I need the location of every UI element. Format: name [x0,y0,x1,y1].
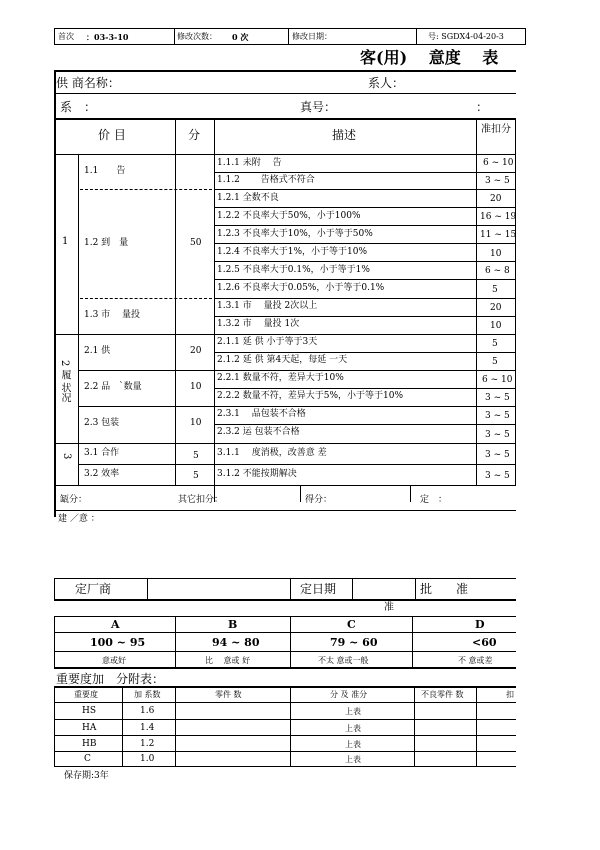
category-label: 2.3 包装 [84,418,120,428]
importance-coef: 1.2 [140,739,155,749]
approval-approve-label: 批 准 [420,582,469,596]
deduct-value: 6 ~ 8 [485,266,510,276]
supplier-label: 供 商名称： [56,76,120,90]
category-score: 50 [190,238,202,248]
grade-letter: A [111,618,120,631]
importance-std: 上表 [345,707,361,716]
doc-number: 号: SGDX4-04-20-3 [428,32,504,41]
deduct-value: 3 ~ 5 [485,393,510,403]
criteria-row: 2.1.1 延 供 小于等于3天 [217,337,318,347]
deduct-value: 3 ~ 5 [485,450,510,460]
contact-label: 系人： [368,76,405,90]
category-label: 1.3 市 量投 [84,310,141,320]
importance-std: 上表 [345,755,361,764]
criteria-row: 1.1.2 告格式不符合 [217,175,315,185]
criteria-row: 3.1.2 不能按期解决 [217,469,297,479]
importance-coef: 1.0 [140,754,155,764]
deduct-value: 3 ~ 5 [485,176,510,186]
importance-col-header: 扣 [506,690,514,699]
importance-coef: 1.4 [140,723,155,733]
section-1-label: 1 [62,236,69,247]
fax-colon: ： [476,100,489,114]
deduct-value: 10 [490,321,502,331]
section-3-label: 3 [61,453,72,460]
deduct-value: 10 [490,249,502,259]
importance-level: HB [82,739,97,749]
approval-vendor-label: 定厂商 [75,582,112,596]
importance-col-header: 不良零件 数 [421,690,464,699]
rev-date-label: 修改日期： [292,32,332,41]
deduct-value: 6 ~ 10 [483,158,514,168]
criteria-row: 3.1.1 度消极，改善意 差 [217,448,327,458]
section-2-label: 2 履 状况 [59,360,70,403]
criteria-row: 1.2.6 不良率大于0.05%，小于等于0.1% [217,283,385,293]
col-desc-header: 描述 [332,128,357,142]
version-value: ：03-3-10 [86,32,129,42]
grade-meaning: 不太 意或一般 [318,656,369,665]
category-score: 20 [190,346,202,356]
category-score: 10 [190,382,202,392]
grade-range: <60 [472,636,497,649]
page-title: 客(用) 意度 表 [360,48,499,67]
category-score: 5 [193,471,199,481]
criteria-row: 1.1.1 未附 告 [217,158,282,168]
rev-count-label: 修改次数： [177,32,217,41]
standard-label: 准 [384,602,394,613]
importance-col-header: 加 系数 [134,690,161,699]
importance-level: HS [82,706,97,716]
importance-col-header: 分 及 准分 [330,690,368,699]
fax-label: 真号： [300,100,337,114]
category-label: 1.2 到 量 [84,238,129,248]
grade-meaning: 比 意或 好 [205,656,251,665]
grade-letter: C [347,618,356,631]
grade-meaning: 不 意或差 [458,656,493,665]
retention-period: 保存期:3年 [64,771,109,781]
category-label: 3.2 效率 [84,469,120,479]
deduct-value: 3 ~ 5 [485,411,510,421]
criteria-row: 2.1.2 延 供 第4天起，每延 一天 [217,355,348,365]
criteria-row: 1.2.4 不良率大于1%，小于等于10% [217,247,368,257]
suggestion-label: 建 ／意 ： [58,514,100,524]
importance-std: 上表 [345,740,361,749]
deduct-value: 20 [490,303,502,313]
deduct-value: 6 ~ 10 [482,375,513,385]
importance-coef: 1.6 [140,706,155,716]
category-score: 10 [190,418,202,428]
approval-date-label: 定日期 [300,582,337,596]
importance-level: HA [82,723,97,733]
col-item-header: 价 目 [98,128,126,142]
criteria-row: 1.2.1 全数不良 [217,193,279,203]
category-score: 5 [193,451,199,461]
deduct-value: 16 ~ 19 [480,212,517,222]
category-label: 2.2 品 `数量 [84,382,142,392]
rev-count-value: 0 次 [232,32,249,42]
category-label: 1.1 告 [84,166,126,176]
grade-letter: B [228,618,238,631]
deduct-value: 5 [492,357,498,367]
col-score-header: 分 [188,128,201,142]
criteria-row: 1.2.3 不良率大于10%，小于等于50% [217,229,373,239]
criteria-row: 1.2.2 不良率大于50%，小于100% [217,211,361,221]
deduct-value: 5 [492,285,498,295]
importance-std: 上表 [345,724,361,733]
deduct-value: 5 [492,339,498,349]
other-deduction-label: 其它扣分： [178,495,224,505]
category-label: 3.1 合作 [84,448,120,458]
criteria-row: 2.2.2 数量不符，差异大于5%，小于等于10% [217,391,404,401]
criteria-row: 1.3.2 市 量投 1次 [217,319,300,329]
criteria-row: 2.3.1 品包装不合格 [217,409,306,419]
criteria-row: 1.3.1 市 量投 2次以上 [217,301,318,311]
grade-letter: D [475,618,485,631]
importance-col-header: 重要度 [74,690,98,699]
importance-level: C [84,754,91,764]
rating-label: 定 ： [420,495,448,505]
criteria-row: 2.3.2 运 包装不合格 [217,427,300,437]
grade-range: 79 ~ 60 [330,636,378,649]
phone-label: 系 ： [60,100,97,114]
importance-col-header: 零件 数 [215,690,242,699]
deduct-value: 20 [490,194,502,204]
deduct-value: 3 ~ 5 [485,471,510,481]
deduct-value: 11 ~ 15 [480,230,517,240]
version-label: 首次 [58,32,74,41]
importance-title: 重要度加 分附表： [56,672,165,686]
col-deduct-header: 准扣分 [481,124,511,135]
category-label: 2.1 供 [84,346,111,356]
grade-range: 100 ~ 95 [90,636,146,649]
deduct-value: 3 ~ 5 [485,430,510,440]
score-label: 得分： [305,495,333,505]
grade-range: 94 ~ 80 [212,636,260,649]
grade-meaning: 意或好 [102,656,126,665]
criteria-row: 1.2.5 不良率大于0.1%，小于等于1% [217,265,370,275]
criteria-row: 2.2.1 数量不符，差异大于10% [217,373,344,383]
count-label: 缻分： [60,495,88,505]
